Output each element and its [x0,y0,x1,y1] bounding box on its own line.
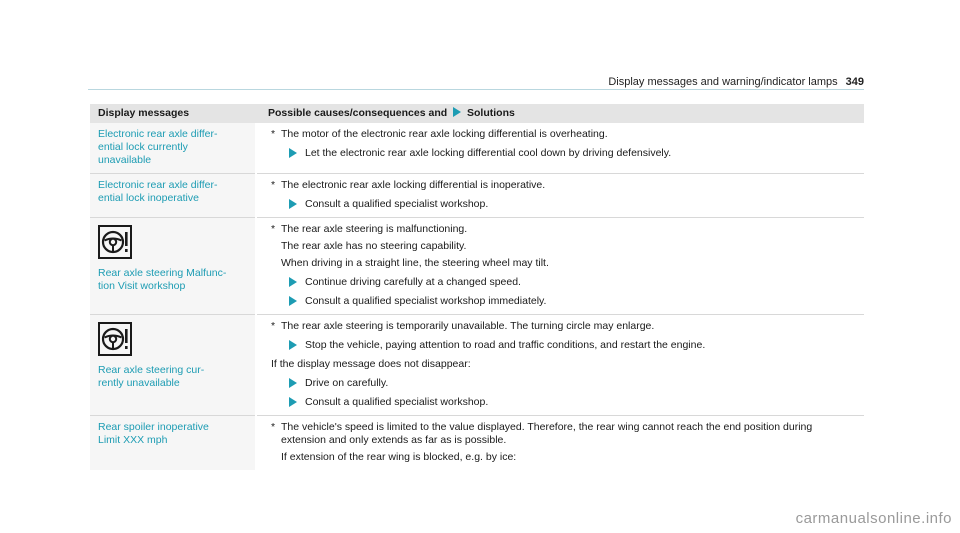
table-row [90,315,864,416]
table-row [90,218,864,315]
triangle-right-icon [289,340,297,350]
solution-text: Consult a qualified specialist workshop. [305,198,489,210]
watermark: carmanualsonline.info [795,510,952,527]
triangle-right-icon [289,296,297,306]
causes-cell [256,315,864,416]
cause-text: The motor of the electronic rear axle locking differential is overheating. [281,128,608,140]
note-text: If the display message does not disappear: [271,358,471,370]
display-message-text: Electronic rear axle differ- ential lock inoperative [98,179,218,204]
triangle-right-icon [289,148,297,158]
solution-text: Consult a qualified specialist workshop immediately. [305,295,547,307]
cause-text: The electronic rear axle locking differential is inoperative. [281,179,546,191]
solution-text: Drive on carefully. [305,377,389,389]
message-cell [90,123,256,174]
solution-text: Continue driving carefully at a changed speed. [305,276,521,288]
col-header-display-messages: Display messages [90,104,256,123]
display-messages-table [90,104,864,470]
triangle-right-icon [289,378,297,388]
table-row [90,174,864,218]
table-row [90,416,864,471]
causes-cell [256,174,864,218]
display-message-text: Rear axle steering Malfunc- tion Visit workshop [98,267,227,292]
solution-item [271,295,856,308]
col-header-causes-solutions [256,104,864,123]
causes-cell [256,123,864,174]
solution-item [271,276,856,289]
page-header-title: Display messages and warning/indicator lamps [608,76,838,88]
triangle-right-icon [289,277,297,287]
solution-text: Let the electronic rear axle locking differential cool down by driving defensively. [305,147,672,159]
table-header-row [90,104,864,123]
causes-cell [256,416,864,471]
cause-item: * The vehicle's speed is limited to the value displayed. Therefore, the rear wing cannot reach the end position during extension and only extends as far as is possible. [271,421,813,446]
triangle-right-icon [289,397,297,407]
solution-item [271,339,856,352]
message-cell [90,416,256,471]
triangle-right-icon [453,107,461,117]
display-message-text: Electronic rear axle differ- ential lock currently unavailable [98,128,218,166]
cause-extra-text: When driving in a straight line, the steering wheel may tilt. [281,257,549,269]
causes-cell [256,218,864,315]
triangle-right-icon [289,199,297,209]
col-header-causes-label: Possible causes/consequences and [268,107,448,119]
cause-item: * The rear axle steering is temporarily unavailable. The turning circle may enlarge. [271,320,655,332]
message-cell [90,315,256,416]
message-cell [90,174,256,218]
col-header-solutions-label: Solutions [467,107,515,119]
solution-text: Stop the vehicle, paying attention to road and traffic conditions, and restart the engine. [305,339,706,351]
display-message-text: Rear spoiler inoperative Limit XXX mph [98,421,209,446]
display-message-text: Rear axle steering cur- rently unavailable [98,364,205,389]
solution-item [271,147,856,160]
solution-item [271,396,856,409]
cause-text: The rear axle steering is temporarily unavailable. The turning circle may enlarge. [281,320,655,332]
solution-item [271,198,856,211]
solution-item [271,377,856,390]
cause-item: * The motor of the electronic rear axle locking differential is overheating. [271,128,608,140]
steering-wheel-exclamation-icon [98,225,132,259]
cause-extra-text: The rear axle has no steering capability. [281,240,467,252]
steering-wheel-exclamation-icon [98,322,132,356]
cause-text: The vehicle's speed is limited to the value displayed. Therefore, the rear wing cannot reach the end position during extension and only extends as far as is possible. [281,421,813,446]
message-cell [90,218,256,315]
page-number: 349 [845,76,864,88]
page-header [0,76,864,88]
cause-text: The rear axle steering is malfunctioning. [281,223,468,235]
cause-item: * The rear axle steering is malfunctioning. The rear axle has no steering capability. When driving in a straight line, the steering wheel may tilt. [271,223,856,270]
note-text: If extension of the rear wing is blocked, e.g. by ice: [281,451,517,463]
cause-item: * The electronic rear axle locking differential is inoperative. [271,179,546,191]
solution-text: Consult a qualified specialist workshop. [305,396,489,408]
header-rule [88,89,864,90]
table-row [90,123,864,174]
